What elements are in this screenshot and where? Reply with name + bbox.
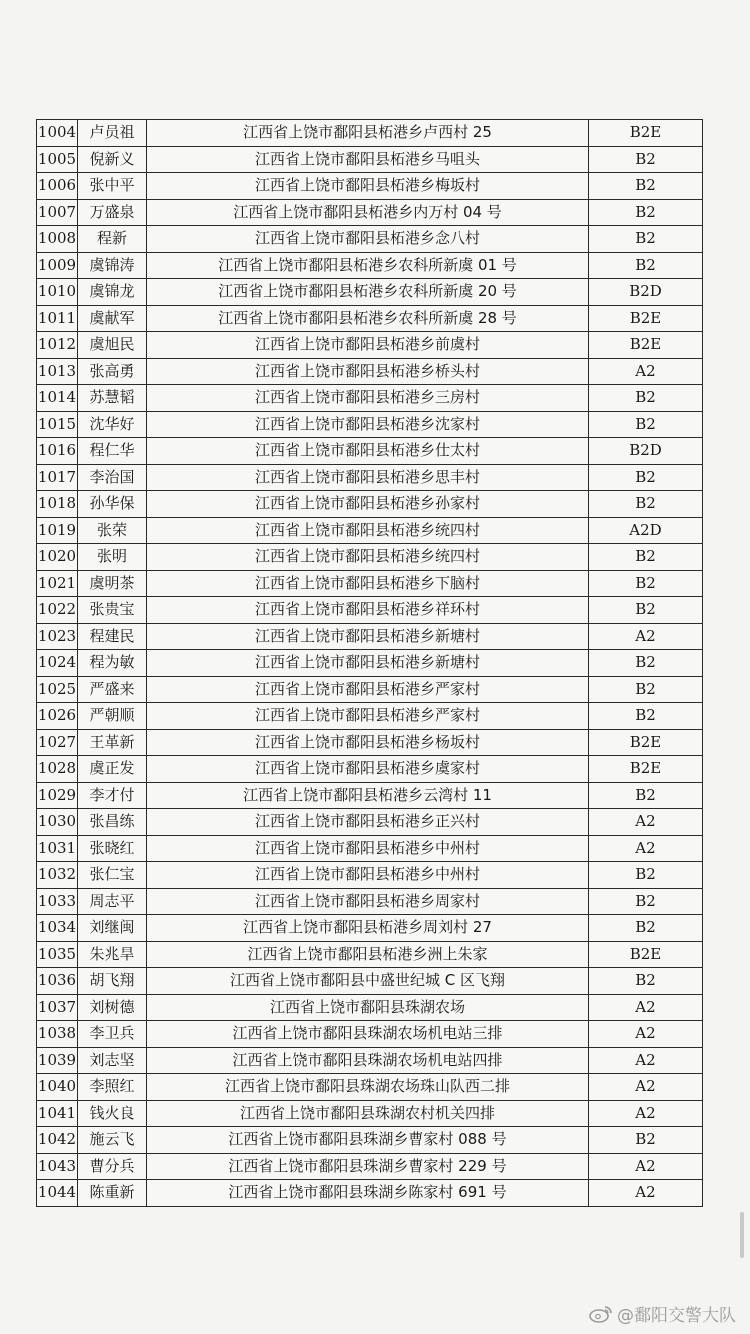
row-license-class: B2 (589, 173, 703, 200)
row-name: 周志平 (78, 888, 147, 915)
row-license-class: A2 (589, 1074, 703, 1101)
row-name: 曹分兵 (78, 1153, 147, 1180)
row-license-class: B2 (589, 199, 703, 226)
row-address: 江西省上饶市鄱阳县柘港乡中州村 (147, 862, 589, 889)
table-row (37, 862, 703, 889)
row-number: 1011 (37, 305, 78, 332)
row-address: 江西省上饶市鄱阳县柘港乡思丰村 (147, 464, 589, 491)
row-name: 陈重新 (78, 1180, 147, 1207)
row-license-class: A2 (589, 835, 703, 862)
row-license-class: B2 (589, 676, 703, 703)
row-name: 李才付 (78, 782, 147, 809)
row-number: 1029 (37, 782, 78, 809)
table-row (37, 1047, 703, 1074)
table-row (37, 120, 703, 147)
table-row (37, 1153, 703, 1180)
table-row (37, 676, 703, 703)
row-number: 1014 (37, 385, 78, 412)
row-license-class: B2 (589, 915, 703, 942)
row-name: 张明 (78, 544, 147, 571)
table-row (37, 703, 703, 730)
row-address: 江西省上饶市鄱阳县中盛世纪城 C 区飞翔 (147, 968, 589, 995)
row-name: 虞献军 (78, 305, 147, 332)
row-license-class: A2 (589, 994, 703, 1021)
row-address: 江西省上饶市鄱阳县柘港乡中州村 (147, 835, 589, 862)
table-row (37, 199, 703, 226)
row-name: 沈华好 (78, 411, 147, 438)
row-number: 1032 (37, 862, 78, 889)
row-address: 江西省上饶市鄱阳县柘港乡农科所新虞 28 号 (147, 305, 589, 332)
table-row (37, 941, 703, 968)
row-license-class: A2 (589, 809, 703, 836)
row-address: 江西省上饶市鄱阳县柘港乡桥头村 (147, 358, 589, 385)
table-row (37, 358, 703, 385)
table-row (37, 650, 703, 677)
row-name: 严盛来 (78, 676, 147, 703)
row-name: 张高勇 (78, 358, 147, 385)
row-name: 张荣 (78, 517, 147, 544)
table-row (37, 332, 703, 359)
row-number: 1039 (37, 1047, 78, 1074)
row-address: 江西省上饶市鄱阳县柘港乡农科所新虞 20 号 (147, 279, 589, 306)
row-license-class: A2 (589, 1021, 703, 1048)
row-address: 江西省上饶市鄱阳县柘港乡严家村 (147, 703, 589, 730)
row-number: 1024 (37, 650, 78, 677)
table-row (37, 1180, 703, 1207)
row-address: 江西省上饶市鄱阳县柘港乡前虞村 (147, 332, 589, 359)
row-address: 江西省上饶市鄱阳县柘港乡孙家村 (147, 491, 589, 518)
table-row (37, 915, 703, 942)
row-license-class: B2 (589, 146, 703, 173)
row-number: 1020 (37, 544, 78, 571)
row-name: 张晓红 (78, 835, 147, 862)
row-license-class: B2 (589, 491, 703, 518)
table-row (37, 411, 703, 438)
row-number: 1015 (37, 411, 78, 438)
table-row (37, 1100, 703, 1127)
row-number: 1023 (37, 623, 78, 650)
row-address: 江西省上饶市鄱阳县柘港乡念八村 (147, 226, 589, 253)
row-number: 1031 (37, 835, 78, 862)
row-address: 江西省上饶市鄱阳县珠湖农场机电站三排 (147, 1021, 589, 1048)
row-address: 江西省上饶市鄱阳县柘港乡祥环村 (147, 597, 589, 624)
row-address: 江西省上饶市鄱阳县柘港乡统四村 (147, 517, 589, 544)
row-license-class: A2 (589, 358, 703, 385)
row-address: 江西省上饶市鄱阳县柘港乡下脑村 (147, 570, 589, 597)
row-name: 严朝顺 (78, 703, 147, 730)
row-name: 程建民 (78, 623, 147, 650)
row-number: 1028 (37, 756, 78, 783)
table-row (37, 146, 703, 173)
row-license-class: B2 (589, 888, 703, 915)
table-row (37, 1127, 703, 1154)
row-license-class: B2 (589, 597, 703, 624)
row-address: 江西省上饶市鄱阳县柘港乡虞家村 (147, 756, 589, 783)
table-row (37, 491, 703, 518)
row-address: 江西省上饶市鄱阳县柘港乡仕太村 (147, 438, 589, 465)
row-address: 江西省上饶市鄱阳县柘港乡农科所新虞 01 号 (147, 252, 589, 279)
table-row (37, 173, 703, 200)
row-number: 1013 (37, 358, 78, 385)
row-number: 1027 (37, 729, 78, 756)
records-table-body (37, 120, 703, 1207)
scrollbar[interactable] (740, 1212, 744, 1258)
row-license-class: A2 (589, 1153, 703, 1180)
row-address: 江西省上饶市鄱阳县珠湖农场 (147, 994, 589, 1021)
watermark (589, 1301, 736, 1326)
row-license-class: B2 (589, 782, 703, 809)
row-number: 1041 (37, 1100, 78, 1127)
row-name: 刘志坚 (78, 1047, 147, 1074)
row-name: 胡飞翔 (78, 968, 147, 995)
row-number: 1007 (37, 199, 78, 226)
row-license-class: B2 (589, 226, 703, 253)
row-name: 虞正发 (78, 756, 147, 783)
table-row (37, 835, 703, 862)
row-number: 1038 (37, 1021, 78, 1048)
row-number: 1022 (37, 597, 78, 624)
row-name: 朱兆旱 (78, 941, 147, 968)
row-number: 1016 (37, 438, 78, 465)
row-license-class: A2 (589, 623, 703, 650)
table-row (37, 544, 703, 571)
row-address: 江西省上饶市鄱阳县柘港乡正兴村 (147, 809, 589, 836)
table-row (37, 756, 703, 783)
row-address: 江西省上饶市鄱阳县柘港乡杨坂村 (147, 729, 589, 756)
table-row (37, 517, 703, 544)
row-license-class: A2 (589, 1100, 703, 1127)
row-license-class: B2E (589, 305, 703, 332)
row-name: 万盛泉 (78, 199, 147, 226)
row-name: 刘继闽 (78, 915, 147, 942)
watermark-text: @鄱阳交警大队 (617, 1306, 736, 1326)
row-name: 虞明茶 (78, 570, 147, 597)
weibo-icon (589, 1305, 613, 1323)
table-row (37, 464, 703, 491)
table-row (37, 968, 703, 995)
row-license-class: B2 (589, 570, 703, 597)
row-license-class: A2 (589, 1180, 703, 1207)
document-page (36, 119, 698, 1207)
table-row (37, 305, 703, 332)
row-name: 施云飞 (78, 1127, 147, 1154)
row-address: 江西省上饶市鄱阳县柘港乡马咀头 (147, 146, 589, 173)
row-name: 程新 (78, 226, 147, 253)
table-row (37, 994, 703, 1021)
row-address: 江西省上饶市鄱阳县柘港乡周家村 (147, 888, 589, 915)
table-row (37, 809, 703, 836)
row-name: 虞锦龙 (78, 279, 147, 306)
row-number: 1012 (37, 332, 78, 359)
row-number: 1010 (37, 279, 78, 306)
row-license-class: B2 (589, 464, 703, 491)
table-row (37, 597, 703, 624)
row-name: 张贵宝 (78, 597, 147, 624)
table-row (37, 226, 703, 253)
row-name: 孙华保 (78, 491, 147, 518)
row-number: 1004 (37, 120, 78, 147)
table-row (37, 385, 703, 412)
row-name: 倪新义 (78, 146, 147, 173)
row-address: 江西省上饶市鄱阳县珠湖农村机关四排 (147, 1100, 589, 1127)
row-number: 1021 (37, 570, 78, 597)
table-row (37, 252, 703, 279)
row-license-class: B2 (589, 544, 703, 571)
row-license-class: B2E (589, 941, 703, 968)
row-number: 1008 (37, 226, 78, 253)
row-license-class: B2 (589, 252, 703, 279)
row-number: 1017 (37, 464, 78, 491)
row-name: 虞旭民 (78, 332, 147, 359)
row-address: 江西省上饶市鄱阳县珠湖乡曹家村 088 号 (147, 1127, 589, 1154)
row-number: 1025 (37, 676, 78, 703)
row-license-class: B2 (589, 385, 703, 412)
row-name: 程为敏 (78, 650, 147, 677)
row-number: 1042 (37, 1127, 78, 1154)
row-number: 1037 (37, 994, 78, 1021)
table-row (37, 438, 703, 465)
row-license-class: B2 (589, 1127, 703, 1154)
row-address: 江西省上饶市鄱阳县柘港乡三房村 (147, 385, 589, 412)
table-row (37, 729, 703, 756)
row-license-class: A2D (589, 517, 703, 544)
row-address: 江西省上饶市鄱阳县柘港乡梅坂村 (147, 173, 589, 200)
row-address: 江西省上饶市鄱阳县柘港乡云湾村 11 (147, 782, 589, 809)
row-name: 张昌练 (78, 809, 147, 836)
row-license-class: B2D (589, 279, 703, 306)
row-number: 1044 (37, 1180, 78, 1207)
row-license-class: B2 (589, 650, 703, 677)
row-name: 虞锦涛 (78, 252, 147, 279)
row-number: 1005 (37, 146, 78, 173)
row-name: 张仁宝 (78, 862, 147, 889)
row-number: 1033 (37, 888, 78, 915)
row-address: 江西省上饶市鄱阳县柘港乡严家村 (147, 676, 589, 703)
row-address: 江西省上饶市鄱阳县柘港乡周刘村 27 (147, 915, 589, 942)
table-row (37, 1074, 703, 1101)
row-license-class: A2 (589, 1047, 703, 1074)
row-license-class: B2E (589, 729, 703, 756)
row-number: 1043 (37, 1153, 78, 1180)
row-name: 苏慧韬 (78, 385, 147, 412)
row-name: 卢员祖 (78, 120, 147, 147)
row-address: 江西省上饶市鄱阳县柘港乡新塘村 (147, 623, 589, 650)
row-number: 1006 (37, 173, 78, 200)
table-row (37, 279, 703, 306)
row-license-class: B2 (589, 968, 703, 995)
row-name: 钱火良 (78, 1100, 147, 1127)
row-address: 江西省上饶市鄱阳县珠湖乡曹家村 229 号 (147, 1153, 589, 1180)
row-name: 李卫兵 (78, 1021, 147, 1048)
table-row (37, 623, 703, 650)
row-address: 江西省上饶市鄱阳县珠湖农场机电站四排 (147, 1047, 589, 1074)
row-address: 江西省上饶市鄱阳县柘港乡新塘村 (147, 650, 589, 677)
row-number: 1026 (37, 703, 78, 730)
row-address: 江西省上饶市鄱阳县柘港乡洲上朱家 (147, 941, 589, 968)
row-number: 1035 (37, 941, 78, 968)
row-address: 江西省上饶市鄱阳县珠湖农场珠山队西二排 (147, 1074, 589, 1101)
row-name: 程仁华 (78, 438, 147, 465)
row-license-class: B2 (589, 862, 703, 889)
row-license-class: B2 (589, 411, 703, 438)
row-license-class: B2D (589, 438, 703, 465)
row-number: 1018 (37, 491, 78, 518)
table-row (37, 1021, 703, 1048)
row-license-class: B2E (589, 120, 703, 147)
row-number: 1040 (37, 1074, 78, 1101)
row-address: 江西省上饶市鄱阳县柘港乡卢西村 25 (147, 120, 589, 147)
row-number: 1009 (37, 252, 78, 279)
row-name: 张中平 (78, 173, 147, 200)
table-row (37, 888, 703, 915)
row-license-class: B2E (589, 332, 703, 359)
records-table (36, 119, 703, 1207)
row-address: 江西省上饶市鄱阳县柘港乡沈家村 (147, 411, 589, 438)
row-name: 刘树德 (78, 994, 147, 1021)
row-license-class: B2 (589, 703, 703, 730)
row-number: 1019 (37, 517, 78, 544)
row-name: 李照红 (78, 1074, 147, 1101)
row-license-class: B2E (589, 756, 703, 783)
row-number: 1034 (37, 915, 78, 942)
row-address: 江西省上饶市鄱阳县柘港乡统四村 (147, 544, 589, 571)
table-row (37, 782, 703, 809)
row-number: 1030 (37, 809, 78, 836)
row-name: 李治国 (78, 464, 147, 491)
row-name: 王革新 (78, 729, 147, 756)
table-row (37, 570, 703, 597)
row-address: 江西省上饶市鄱阳县珠湖乡陈家村 691 号 (147, 1180, 589, 1207)
row-address: 江西省上饶市鄱阳县柘港乡内万村 04 号 (147, 199, 589, 226)
row-number: 1036 (37, 968, 78, 995)
